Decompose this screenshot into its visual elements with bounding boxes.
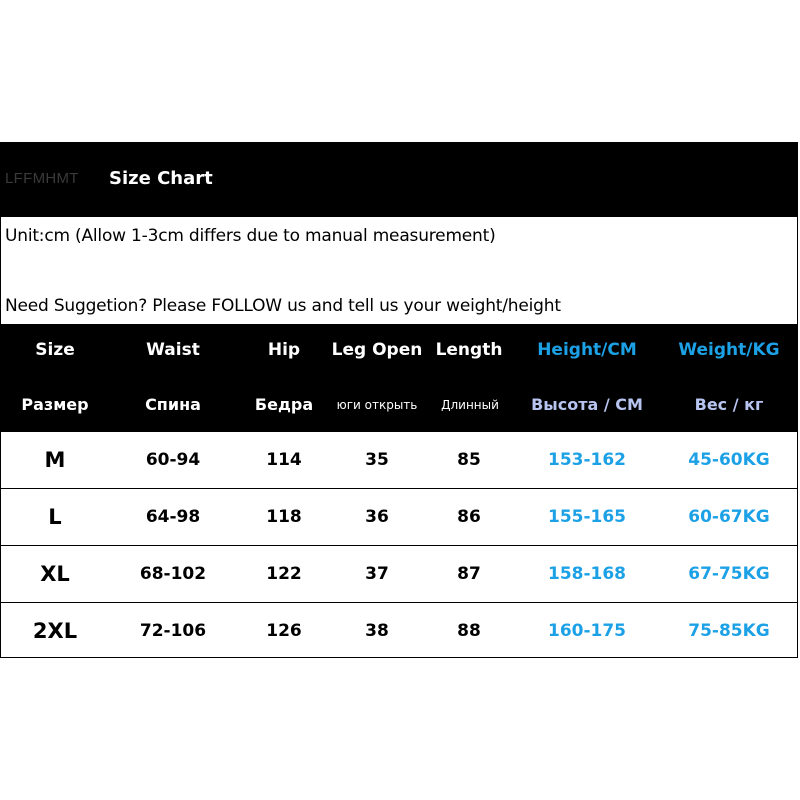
- header-height: Height/CM: [537, 340, 637, 360]
- cell-height: 158-168: [547, 564, 627, 584]
- unit-note: Unit:cm (Allow 1-3cm differs due to manual measurement): [5, 226, 496, 246]
- header-hip: Hip: [267, 340, 301, 360]
- cell-size: M: [44, 448, 66, 472]
- cell-waist: 60-94: [145, 450, 201, 470]
- table-row: [1, 488, 797, 545]
- follow-note: Need Suggetion? Please FOLLOW us and tell us your weight/height: [5, 296, 561, 316]
- header-leg-open-ru: юги открыть: [336, 398, 418, 412]
- cell-leg-open: 38: [365, 621, 389, 641]
- table-row: [1, 602, 797, 659]
- table-row: [1, 545, 797, 602]
- cell-waist: 72-106: [139, 621, 207, 641]
- cell-hip: 118: [266, 507, 302, 527]
- header-length-ru: Длинный: [441, 398, 499, 412]
- cell-weight: 75-85KG: [688, 621, 770, 641]
- cell-size: L: [48, 505, 62, 529]
- cell-size: XL: [40, 562, 70, 586]
- cell-height: 160-175: [547, 621, 627, 641]
- cell-weight: 67-75KG: [688, 564, 770, 584]
- cell-leg-open: 36: [365, 507, 389, 527]
- header-leg-open: Leg Open: [331, 340, 423, 360]
- cell-hip: 126: [266, 621, 302, 641]
- cell-hip: 122: [266, 564, 302, 584]
- header-size: Size: [35, 340, 75, 360]
- header-weight: Weight/KG: [678, 340, 780, 360]
- table-header: [1, 324, 797, 431]
- cell-hip: 114: [266, 450, 302, 470]
- header-size-ru: Размер: [21, 395, 89, 414]
- header-hip-ru: Бедра: [254, 395, 314, 414]
- cell-waist: 68-102: [139, 564, 207, 584]
- cell-weight: 45-60KG: [688, 450, 770, 470]
- title-bar: [1, 143, 797, 217]
- cell-height: 155-165: [547, 507, 627, 527]
- cell-waist: 64-98: [145, 507, 201, 527]
- cell-length: 87: [457, 564, 481, 584]
- cell-length: 86: [457, 507, 481, 527]
- cell-leg-open: 35: [365, 450, 389, 470]
- chart-title: Size Chart: [109, 168, 213, 189]
- header-waist-ru: Спина: [145, 395, 201, 414]
- cell-leg-open: 37: [365, 564, 389, 584]
- header-length: Length: [435, 340, 503, 360]
- header-waist: Waist: [146, 340, 200, 360]
- cell-height: 153-162: [547, 450, 627, 470]
- brand-name: LFFMHMT: [5, 170, 79, 187]
- table-row: [1, 431, 797, 488]
- header-weight-ru: Вес / кг: [694, 395, 764, 414]
- header-height-ru: Высота / CM: [531, 395, 643, 414]
- size-chart: [0, 142, 798, 658]
- cell-weight: 60-67KG: [688, 507, 770, 527]
- cell-length: 88: [457, 621, 481, 641]
- cell-size: 2XL: [32, 619, 78, 643]
- cell-length: 85: [457, 450, 481, 470]
